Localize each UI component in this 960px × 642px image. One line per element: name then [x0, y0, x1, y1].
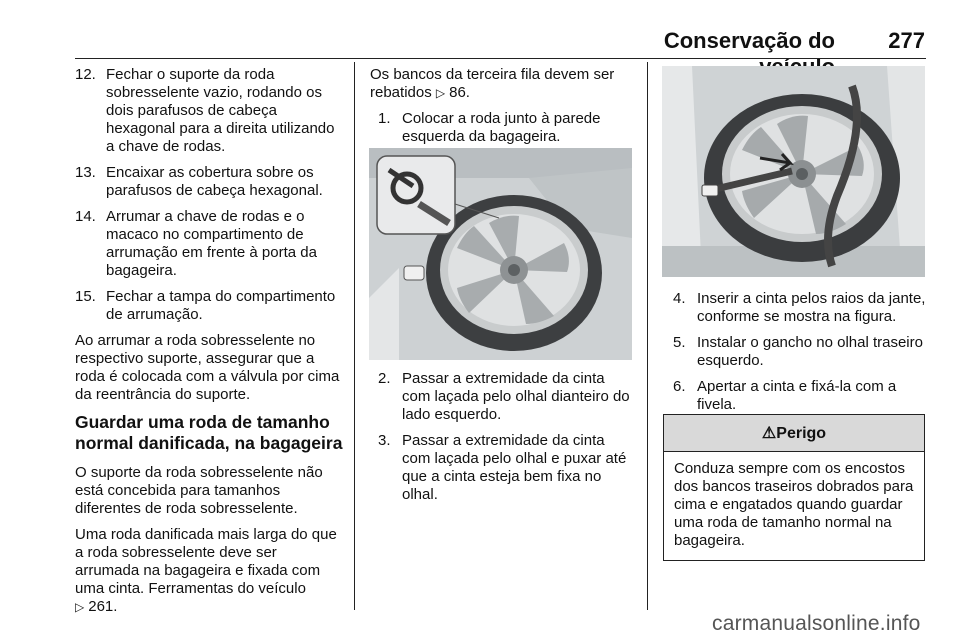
right-column: [665, 290, 927, 422]
note-paragraph: Ao arrumar a roda sobresselente no respectivo suporte, assegurar que a roda é colocada com a válvula por cima da reentrância do suporte.: [75, 332, 340, 403]
list-item: [673, 290, 927, 326]
step-number: 14.: [75, 208, 96, 225]
header-rule: [75, 58, 926, 59]
step-number: 12.: [75, 66, 96, 83]
middle-column-steps: [370, 370, 635, 512]
step-text: Arrumar a chave de rodas e o macaco no compartimento de arrumação em frente à porta da bagageira.: [106, 208, 317, 279]
step-text: Passar a extremidade da cinta com laçada pelo olhal e puxar até que a cinta esteja bem fixa no olhal.: [402, 432, 627, 503]
step-number: 1.: [378, 110, 391, 127]
page-number: 277: [888, 28, 925, 53]
strap-wheel-illustration: [662, 66, 925, 277]
step-text: Fechar o suporte da roda sobresselente vazio, rodando os dois parafusos de cabeça hexagonal para a direita utilizando a chave de rodas.: [106, 66, 335, 155]
list-item: [673, 378, 927, 414]
step-text: Encaixar as cobertura sobre os parafusos de cabeça hexagonal.: [106, 164, 323, 199]
warning-box: [663, 414, 925, 561]
reference-arrow-icon: ▷: [75, 600, 85, 614]
warning-text: Conduza sempre com os encostos dos bancos traseiros dobrados para cima e engatados quando guardar uma roda de tamanho normal na bagageira.: [674, 460, 914, 549]
step-text: Inserir a cinta pelos raios da jante, conforme se mostra na figura.: [697, 290, 926, 325]
middle-column: [370, 66, 635, 154]
list-item: [673, 334, 927, 370]
step-number: 4.: [673, 290, 686, 307]
list-item: [378, 110, 635, 146]
step-text: Fechar a tampa do compartimento de arrumação.: [106, 288, 336, 323]
step-number: 15.: [75, 288, 96, 305]
column-divider: [354, 62, 355, 610]
page-reference[interactable]: 261.: [88, 598, 118, 615]
list-item: [378, 370, 635, 424]
step-number: 2.: [378, 370, 391, 387]
intro-text: Os bancos da terceira fila devem ser rebatidos: [370, 66, 615, 101]
step-text: Instalar o gancho no olhal traseiro esquerdo.: [697, 334, 923, 369]
warning-header: [664, 415, 924, 452]
watermark: carmanualsonline.info: [712, 612, 921, 635]
illustration-strap-fastening: [662, 66, 925, 277]
section-heading: Guardar uma roda de tamanho normal danificada, na bagageira: [75, 412, 343, 453]
column-divider: [647, 62, 648, 610]
step-text: Colocar a roda junto à parede esquerda da bagageira.: [402, 110, 601, 145]
list-item: [75, 66, 345, 156]
step-text: Apertar a cinta e fixá-la com a fivela.: [697, 378, 897, 413]
step-number: 13.: [75, 164, 96, 181]
page-header-title: Conservação do: [663, 28, 835, 53]
reference-arrow-icon: ▷: [435, 86, 446, 100]
intro-paragraph: [370, 66, 635, 102]
left-column: [75, 66, 345, 624]
body-paragraph: O suporte da roda sobresselente não está concebida para tamanhos diferentes de roda sobresselente.: [75, 464, 323, 517]
body-paragraph: [75, 526, 345, 616]
step-number: 6.: [673, 378, 686, 395]
illustration-wheel-placement: [369, 148, 632, 360]
page-reference[interactable]: 86.: [449, 84, 470, 101]
step-text: Passar a extremidade da cinta com laçada pelo olhal dianteiro do lado esquerdo.: [402, 370, 630, 423]
warning-title: Perigo: [776, 425, 827, 442]
list-item: [75, 164, 345, 200]
body-text: Uma roda danificada mais larga do que a roda sobresselente deve ser arrumada na bagageira e fixada com uma cinta. Ferramentas do veículo: [75, 526, 337, 597]
list-item: [378, 432, 635, 504]
step-number: 3.: [378, 432, 391, 449]
list-item: [75, 288, 345, 324]
spare-wheel-illustration: [369, 148, 632, 360]
warning-triangle-icon: ⚠: [761, 425, 777, 442]
list-item: [75, 208, 345, 280]
step-number: 5.: [673, 334, 686, 351]
